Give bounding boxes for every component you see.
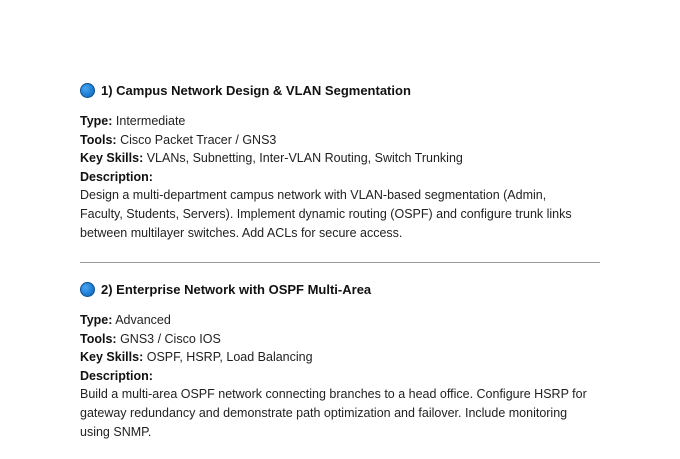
- section-heading: [80, 278, 600, 300]
- section-heading: [80, 79, 600, 101]
- tools-line: [80, 131, 600, 150]
- section-title: 2) Enterprise Network with OSPF Multi-Area: [101, 281, 372, 297]
- description-line-text: gateway redundancy and demonstrate path optimization and failover. Include monitoring: [80, 406, 568, 420]
- type-line: [80, 112, 600, 131]
- skills-line: [80, 149, 600, 168]
- description-text: [80, 385, 600, 442]
- type-value: Advanced: [115, 313, 171, 327]
- description-text: [80, 186, 600, 243]
- skills-value: VLANs, Subnetting, Inter-VLAN Routing, Switch Trunking: [146, 151, 463, 165]
- blue-circle-icon: [80, 83, 95, 98]
- tools-label: Tools:: [80, 331, 117, 346]
- description-line: [80, 168, 600, 187]
- description-line-text: Faculty, Students, Servers). Implement dynamic routing (OSPF) and configure trunk links: [80, 207, 572, 221]
- tools-value: Cisco Packet Tracer / GNS3: [120, 132, 277, 147]
- description-line-text: Build a multi-area OSPF network connecting branches to a head office. Configure HSRP for: [80, 387, 587, 401]
- skills-line: [80, 348, 600, 367]
- type-line: [80, 311, 600, 330]
- description-line: [80, 367, 600, 386]
- section-title: 1) Campus Network Design & VLAN Segmentation: [101, 82, 411, 98]
- project-section-1: [80, 79, 600, 243]
- description-label: Description:: [80, 368, 153, 383]
- tools-value: GNS3 / Cisco IOS: [120, 331, 221, 346]
- skills-value: OSPF, HSRP, Load Balancing: [146, 350, 313, 364]
- section-divider: [80, 262, 600, 263]
- type-label: Type:: [80, 313, 113, 327]
- skills-label: Key Skills:: [80, 350, 144, 364]
- description-label: Description:: [80, 169, 153, 184]
- tools-label: Tools:: [80, 132, 117, 147]
- project-section-2: [80, 278, 600, 442]
- tools-line: [80, 330, 600, 349]
- skills-label: Key Skills:: [80, 151, 144, 165]
- description-line-text: using SNMP.: [80, 425, 152, 439]
- type-value: Intermediate: [115, 114, 186, 128]
- blue-circle-icon: [80, 282, 95, 297]
- type-label: Type:: [80, 114, 113, 128]
- description-line-text: between multilayer switches. Add ACLs for secure access.: [80, 226, 403, 240]
- description-line-text: Design a multi-department campus network with VLAN-based segmentation (Admin,: [80, 188, 547, 202]
